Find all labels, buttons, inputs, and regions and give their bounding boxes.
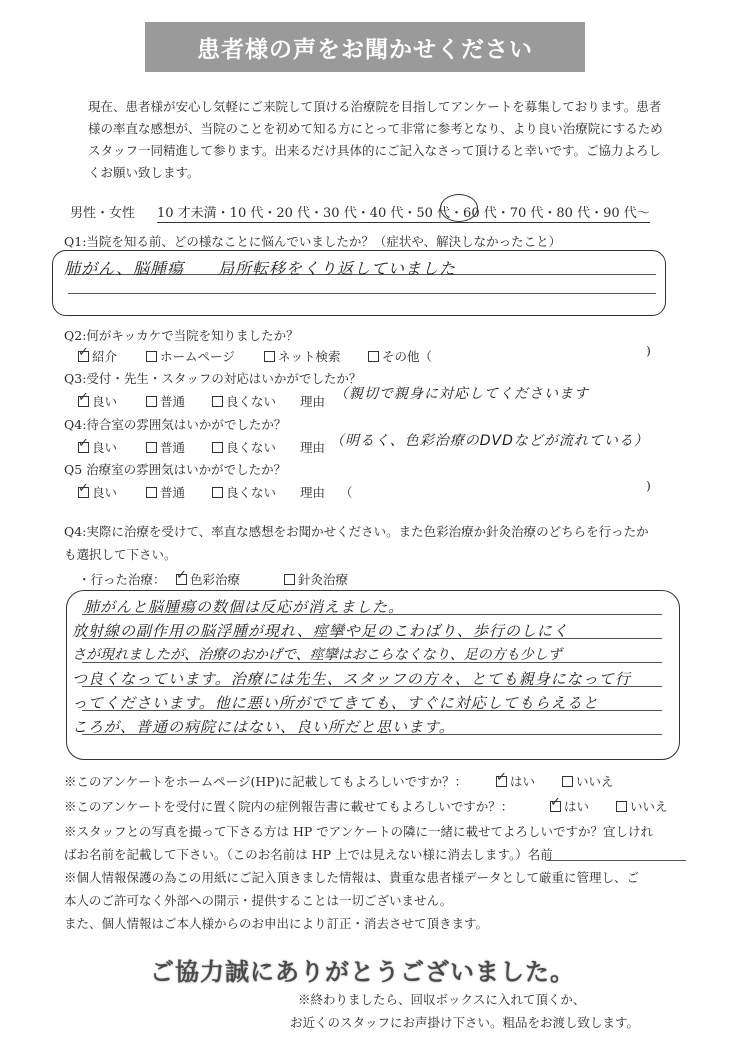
q5-option-average[interactable]: 普通 [146, 483, 185, 501]
privacy-line: ※個人情報保護の為この用紙にご記入頂きました情報は、貴重な患者様データとして厳重に管理し、ご [64, 870, 640, 885]
q5-close-paren: ) [646, 478, 651, 493]
q2-option-net-search[interactable]: ネット検索 [264, 347, 341, 365]
age-selected-circle [440, 194, 478, 222]
consent-hp-no[interactable]: いいえ [562, 772, 614, 790]
page-title-banner [145, 22, 585, 72]
consent-reception-yes[interactable]: ✓ はい [550, 797, 589, 815]
consent-reception-question: ※このアンケートを受付に置く院内の症例報告書に載せてもよろしいですか？： [64, 799, 514, 814]
q4-reason-text: （明るく、色彩治療のDVDなどが流れている） [330, 433, 649, 449]
checkbox[interactable] [212, 396, 223, 407]
checkbox[interactable] [212, 442, 223, 453]
q1-answer-text: 肺がん、脳腫瘍 局所転移をくり返していました [64, 259, 456, 278]
q4-option-average[interactable]: 普通 [146, 438, 185, 456]
q3-reason-text: （親切で親身に対応してくださいます [334, 386, 589, 402]
answer-line [68, 293, 656, 294]
intro-line: 現在、患者様が安心し気軽にご来院して頂ける治療院を目指してアンケートを募集しております。患者 [88, 99, 662, 114]
q4-option-good[interactable]: ✓良い [78, 438, 117, 456]
footer-line: ※終わりましたら、回収ボックスに入れて頂くか、 [298, 992, 586, 1007]
q6-answer-line: 肺がんと脳腫瘍の数個は反応が消えました。 [84, 598, 405, 616]
intro-line: くお願い致します。 [88, 165, 200, 180]
q6-option-acupuncture[interactable]: 針灸治療 [284, 570, 348, 588]
q6-question-line: も選択して下さい。 [64, 547, 177, 562]
footer-line: お近くのスタッフにお声掛け下さい。粗品をお渡し致します。 [290, 1015, 640, 1030]
q3-reason-label: 理由 [300, 394, 326, 409]
q5-option-good[interactable]: ✓良い [78, 483, 117, 501]
q6-answer-line: 放射線の副作用の脳浮腫が現れ、痙攣や足のこわばり、歩行のしにく [72, 622, 569, 640]
q2-option-referral[interactable]: ✓紹介 [78, 347, 117, 365]
q3-option-good[interactable]: ✓良い [78, 392, 117, 410]
q3-option-bad[interactable]: 良くない [212, 392, 276, 410]
checkbox-checked[interactable] [78, 487, 89, 498]
q2-option-homepage[interactable]: ホームページ [146, 347, 235, 365]
q2-option-other[interactable]: その他（ [368, 347, 432, 365]
q3-question: Q3:受付・先生・スタッフの対応はいかがでしたか？ [64, 371, 362, 386]
q6-option-color-therapy[interactable]: ✓ 色彩治療 [176, 570, 240, 588]
q6-question-line: Q4:実際に治療を受けて、率直な感想をお聞かせください。また色彩治療か針灸治療のどちらを行ったか [64, 524, 649, 539]
q3-option-average[interactable]: 普通 [146, 392, 185, 410]
thanks-message: ご協力誠にありがとうございました。 [150, 958, 575, 986]
gender-selector[interactable]: 男性・女性 [70, 206, 136, 221]
q2-question: Q2:何がキッカケで当院を知りましたか？ [64, 328, 299, 343]
checkbox-checked[interactable] [496, 776, 507, 787]
q1-question: Q1:当院を知る前、どの様なことに悩んでいましたか？（症状や、解決しなかったこと） [64, 234, 562, 249]
page-title: 患者様の声をお聞かせください [197, 36, 533, 63]
checkbox[interactable] [616, 801, 627, 812]
q6-answer-line: つ良くなっています。治療には先生、スタッフの方々、とても親身になって行 [72, 670, 631, 688]
intro-line: 様の率直な感想が、当院のことを初めて知る方にとって非常に参考となり、より良い治療院にするため [88, 121, 663, 136]
q4-reason-label: 理由 [300, 440, 326, 455]
privacy-line: また、個人情報はご本人様からのお申出により訂正・消去させて頂きます。 [64, 916, 489, 931]
checkbox-checked[interactable] [550, 801, 561, 812]
q4-question: Q4:待合室の雰囲気はいかがでしたか？ [64, 417, 287, 432]
checkbox[interactable] [368, 351, 379, 362]
privacy-line: 本人のご許可なく外部への開示・提供することは一切ございません。 [64, 893, 453, 908]
q5-reason-label: 理由 [300, 485, 326, 500]
consent-photo-line: ※スタッフとの写真を撮って下さる方は HP でアンケートの隣に一緒に載せてよろしいですか？宜しけれ [64, 824, 654, 839]
q5-reason-open: （ [340, 485, 353, 500]
checkbox-checked[interactable] [176, 574, 187, 585]
q5-question: Q5 治療室の雰囲気はいかがでしたか？ [64, 462, 287, 477]
checkbox[interactable] [264, 351, 275, 362]
checkbox[interactable] [146, 396, 157, 407]
age-selector[interactable]: 10 才未満・10 代・20 代・30 代・40 代・50 代・60 代・70 代・80 代・90 代～ [157, 202, 650, 223]
q6-answer-line: ころが、普通の病院にはない、良い所だと思います。 [72, 718, 455, 736]
checkbox-checked[interactable] [78, 442, 89, 453]
q6-answer-line: さが現れましたが、治療のおかげで、痙攣はおこらなくなり、足の方も少しず [72, 647, 562, 663]
intro-paragraph [88, 96, 688, 184]
checkbox[interactable] [212, 487, 223, 498]
checkbox[interactable] [146, 487, 157, 498]
q6-treatment-label: ・行った治療： [78, 572, 166, 587]
checkbox[interactable] [562, 776, 573, 787]
checkbox[interactable] [284, 574, 295, 585]
name-field[interactable] [546, 860, 686, 861]
intro-line: スタッフ一同精進して参ります。出来るだけ具体的にご記入なさって頂けると幸いです。ご協力よろし [88, 143, 662, 158]
consent-hp-question: ※このアンケートをホームページ(HP)に記載してもよろしいですか？： [64, 774, 468, 789]
consent-hp-yes[interactable]: ✓ はい [496, 772, 535, 790]
consent-reception-no[interactable]: いいえ [616, 797, 668, 815]
checkbox-checked[interactable] [78, 396, 89, 407]
checkbox-checked[interactable] [78, 351, 89, 362]
checkbox[interactable] [146, 351, 157, 362]
q5-option-bad[interactable]: 良くない [212, 483, 276, 501]
consent-photo-line: ばお名前を記載して下さい。（このお名前は HP 上では見えない様に消去します。）名前 [64, 847, 553, 862]
checkbox[interactable] [146, 442, 157, 453]
q6-answer-line: ってくださいます。他に悪い所がでてきても、すぐに対応してもらえると [72, 694, 599, 712]
q2-close-paren: ) [646, 343, 651, 358]
q4-option-bad[interactable]: 良くない [212, 438, 276, 456]
